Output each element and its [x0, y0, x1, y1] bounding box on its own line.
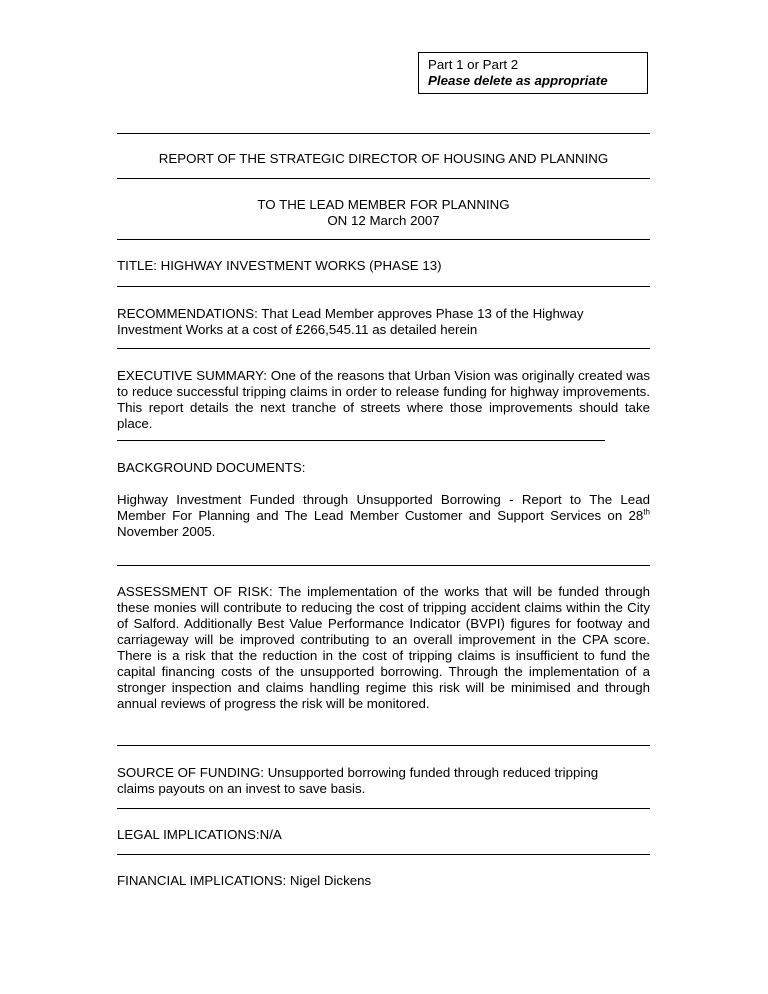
- executive-summary: EXECUTIVE SUMMARY: One of the reasons that Urban Vision was originally created was to reduce successful tripping claims in order to release funding for highway improvements. This report details the next tranche of streets where those improvements should take place.: [117, 368, 650, 431]
- background-heading: BACKGROUND DOCUMENTS:: [117, 460, 306, 475]
- delete-instruction: Please delete as appropriate: [428, 73, 608, 88]
- divider: [117, 565, 650, 566]
- recommendations-line-1: RECOMMENDATIONS: That Lead Member approves Phase 13 of the Highway: [117, 306, 584, 321]
- financial-implications: FINANCIAL IMPLICATIONS: Nigel Dickens: [117, 873, 372, 888]
- divider: [117, 133, 650, 134]
- divider: [117, 854, 650, 855]
- background-text-end: November 2005.: [117, 524, 216, 539]
- divider: [117, 808, 650, 809]
- divider: [117, 286, 650, 287]
- part-selection-box: [418, 52, 648, 94]
- background-documents-text: [117, 492, 650, 540]
- divider: [117, 178, 650, 179]
- divider: [117, 348, 650, 349]
- assessment-of-risk: ASSESSMENT OF RISK: The implementation of the works that will be funded through these monies will contribute to reducing the cost of tripping accident claims within the City of Salford. Additionally Best Value Performance Indicator (BVPI) figures for footway and carriageway will be improved contributing to an overall improvement in the CPA score. There is a risk that the reduction in the cost of tripping claims is insufficient to fund the capital financing costs of the unsupported borrowing. Through the implementation of a stronger inspection and claims handling regime this risk will be minimised and through annual reviews of progress the risk will be monitored.: [117, 584, 650, 711]
- ordinal-suffix: th: [643, 507, 650, 517]
- recipient-line: TO THE LEAD MEMBER FOR PLANNING: [257, 197, 510, 212]
- report-of-heading: REPORT OF THE STRATEGIC DIRECTOR OF HOUSING AND PLANNING: [158, 151, 609, 166]
- divider: [117, 440, 605, 441]
- funding-line-2: claims payouts on an invest to save basis.: [117, 781, 366, 796]
- divider: [117, 745, 650, 746]
- report-title: TITLE: HIGHWAY INVESTMENT WORKS (PHASE 13): [117, 258, 442, 273]
- meeting-date: ON 12 March 2007: [327, 213, 440, 228]
- legal-implications: LEGAL IMPLICATIONS:N/A: [117, 827, 282, 842]
- divider: [117, 239, 650, 240]
- background-text: Highway Investment Funded through Unsupported Borrowing - Report to The Lead Member For Planning and The Lead Member Customer and Support Services on 28: [117, 492, 650, 523]
- part-label: Part 1 or Part 2: [428, 57, 519, 72]
- funding-line-1: SOURCE OF FUNDING: Unsupported borrowing funded through reduced tripping: [117, 765, 599, 780]
- recommendations-line-2: Investment Works at a cost of £266,545.11 as detailed herein: [117, 322, 478, 337]
